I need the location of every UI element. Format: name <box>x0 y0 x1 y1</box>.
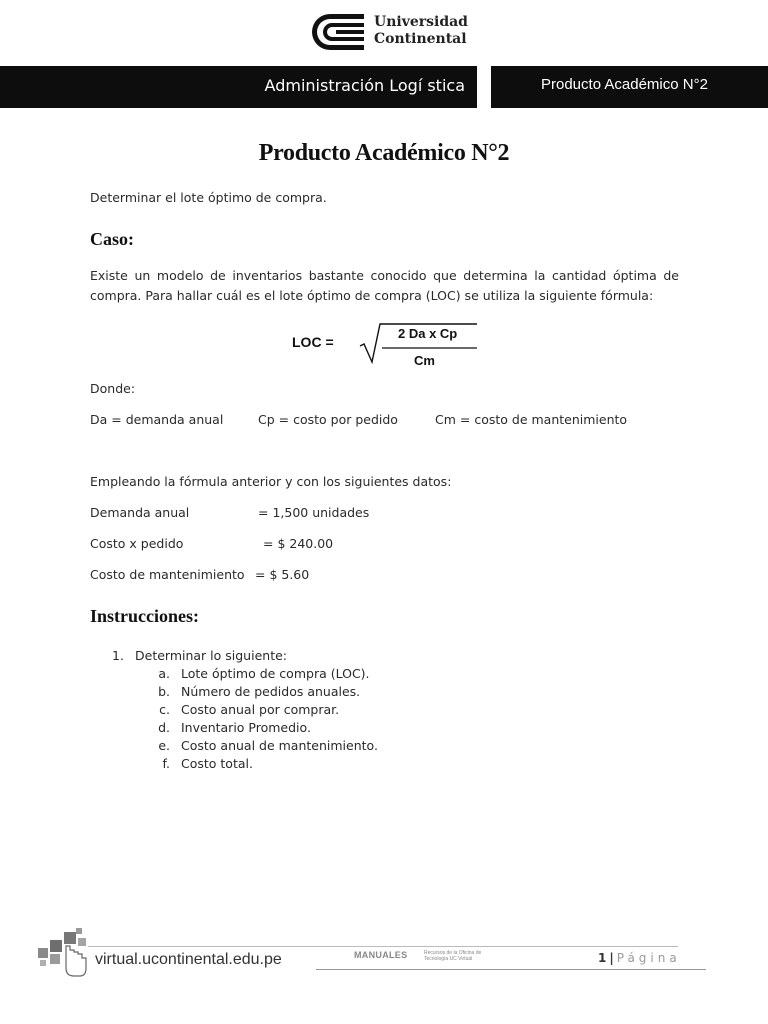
data-value-demand: = 1,500 unidades <box>258 505 370 520</box>
list-item-number: 1. <box>112 648 124 663</box>
sub-item-text: Lote óptimo de compra (LOC). <box>181 666 370 681</box>
data-label-holding-cost: Costo de mantenimiento <box>90 567 245 582</box>
sub-item-text: Costo anual por comprar. <box>181 702 340 717</box>
data-label-demand: Demanda anual <box>90 505 190 520</box>
logo-line-1: Universidad <box>374 14 468 30</box>
formula-denominator: Cm <box>414 353 435 368</box>
case-heading: Caso: <box>90 229 134 249</box>
data-label-order-cost: Costo x pedido <box>90 536 184 551</box>
sub-item-letter: a. <box>158 666 170 681</box>
university-logo <box>308 10 468 56</box>
data-value-holding-cost: = $ 5.60 <box>255 567 310 582</box>
case-text: Existe un modelo de inventarios bastante conocido que determina la cantidad óptima de compra. Para hallar cuál es el lote óptimo de compra (LOC) se utiliza la siguiente fórmula: <box>90 268 679 303</box>
page-number-value: 1 <box>598 951 607 965</box>
data-value-order-cost: = $ 240.00 <box>263 536 334 551</box>
sub-item-text: Número de pedidos anuales. <box>181 684 361 699</box>
touch-pixels-icon <box>36 928 92 980</box>
sub-item-letter: c. <box>159 702 170 717</box>
course-banner <box>0 66 477 108</box>
instructions-heading: Instrucciones: <box>90 606 199 626</box>
intro-text: Determinar el lote óptimo de compra. <box>90 190 327 205</box>
formula-numerator: 2 Da x Cp <box>398 326 458 341</box>
badge-subtitle: Recursos de la Oficina de Tecnología UC Virtual <box>424 950 482 962</box>
page-separator: | <box>609 951 614 965</box>
sub-item-letter: b. <box>158 684 170 699</box>
sub-item-text: Costo total. <box>181 756 253 771</box>
sub-item-letter: f. <box>162 756 170 771</box>
where-label: Donde: <box>90 381 136 396</box>
definition-da: Da = demanda anual <box>90 412 224 427</box>
footer-url-link[interactable]: virtual.ucontinental.edu.pe <box>95 951 282 968</box>
formula-lhs: LOC = <box>292 334 334 350</box>
page-word: Página <box>616 951 681 965</box>
course-title: Administración Logí stica <box>264 76 465 95</box>
sub-item-text: Inventario Promedio. <box>181 720 311 735</box>
definition-cp: Cp = costo por pedido <box>258 412 398 427</box>
sub-item-letter: e. <box>158 738 170 753</box>
logo-text <box>374 14 468 48</box>
data-intro: Empleando la fórmula anterior y con los siguientes datos: <box>90 474 452 489</box>
loc-formula <box>290 322 490 372</box>
footer-divider <box>88 946 678 947</box>
sub-item-letter: d. <box>158 720 170 735</box>
list-item-text: Determinar lo siguiente: <box>135 648 287 663</box>
sub-item-text: Costo anual de mantenimiento. <box>181 738 378 753</box>
product-title: Producto Académico N°2 <box>541 76 708 93</box>
product-banner <box>491 66 768 108</box>
page-title: Producto Académico N°2 <box>258 140 510 166</box>
definition-cm: Cm = costo de mantenimiento <box>435 412 628 427</box>
badge-title: MANUALES <box>354 950 408 960</box>
manuales-digitales-badge <box>354 950 484 972</box>
logo-line-2: Continental <box>374 31 467 47</box>
continental-logo-icon <box>308 10 366 54</box>
page-number <box>598 951 681 965</box>
